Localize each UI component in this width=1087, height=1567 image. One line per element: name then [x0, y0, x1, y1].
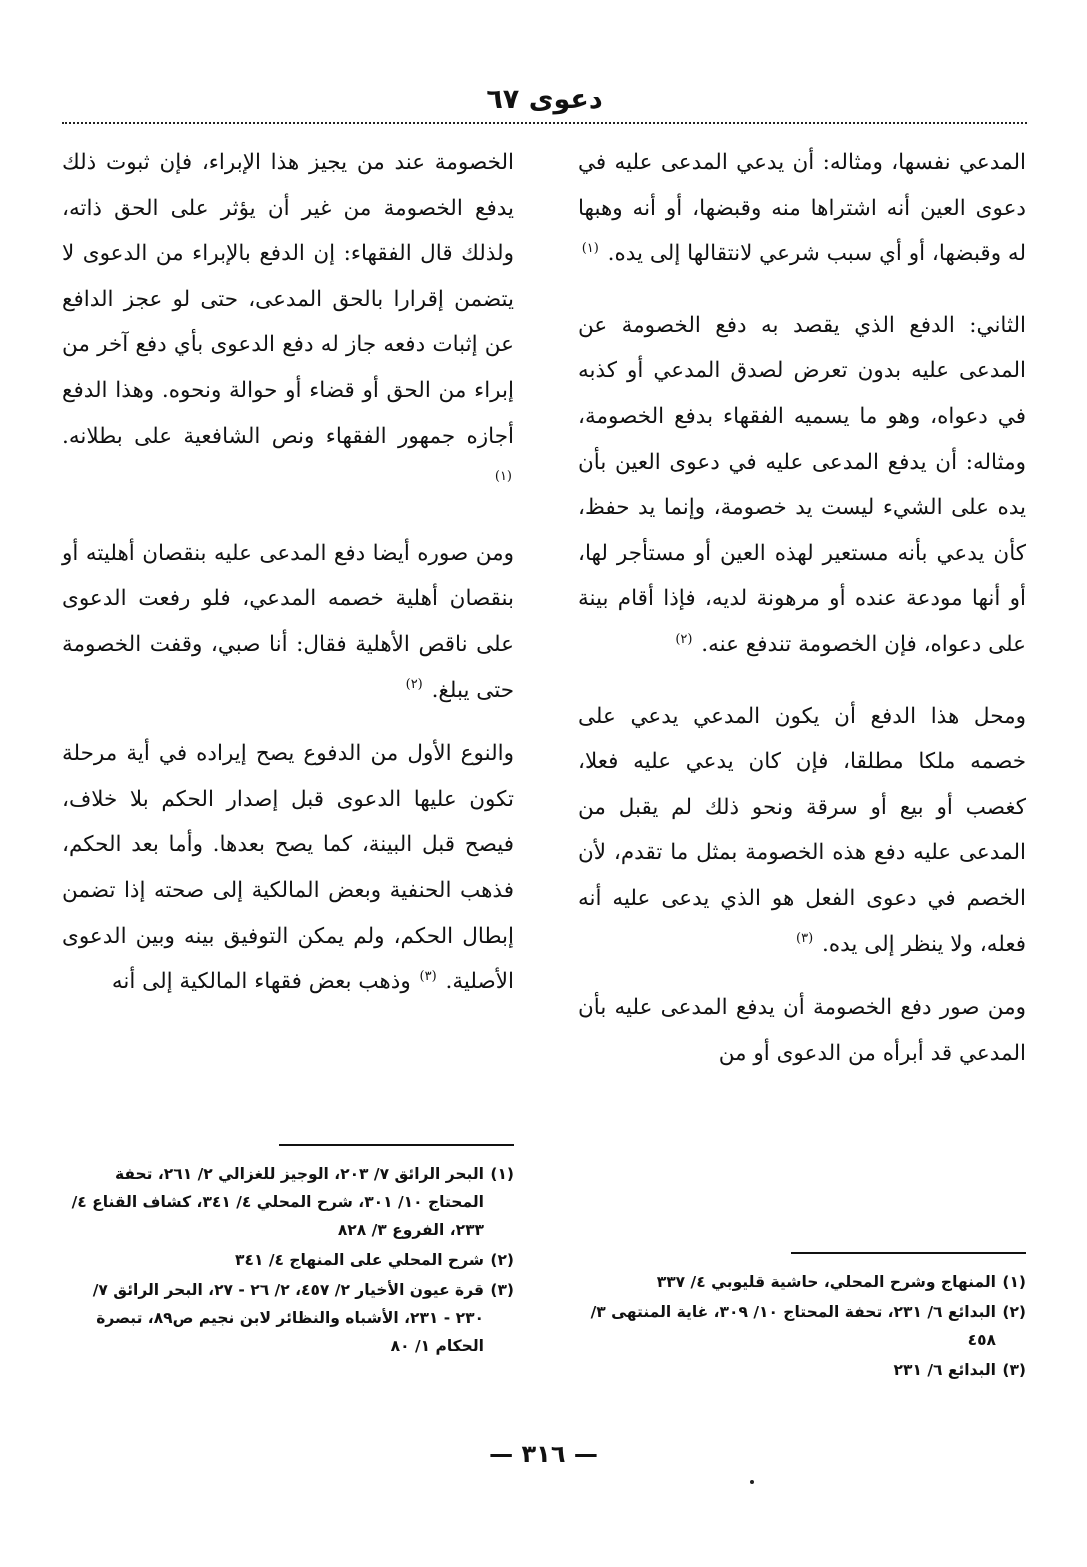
- footnote: (٢)شرح المحلي على المنهاج ٤/ ٣٤١: [235, 1251, 514, 1269]
- footnote: (٢)البدائع ٦/ ٢٣١، تحفة المحتاج ١٠/ ٣٠٩، غاية المنتهى ٣/ ٤٥٨: [590, 1303, 1026, 1349]
- header-dotted-rule: [62, 122, 1027, 124]
- paragraph: ومن صور دفع الخصومة أن يدفع المدعى عليه بأن المدعي قد أبرأه من الدعوى أو من: [578, 995, 1026, 1066]
- footnote-ref[interactable]: (٣): [796, 931, 814, 947]
- footnote: (١)المنهاج وشرح المحلي، حاشية قليوبي ٤/ ٣٣٧: [656, 1273, 1026, 1291]
- header-title: دعوى ٦٧: [486, 84, 603, 115]
- footnote-ref[interactable]: (٢): [405, 677, 423, 693]
- footnote-separator: [791, 1252, 1026, 1254]
- footnote: (٣)البدائع ٦/ ٢٣١: [893, 1361, 1026, 1379]
- paragraph: الثاني: الدفع الذي يقصد به دفع الخصومة عن المدعى عليه بدون تعرض لصدق المدعي أو كذبه في دعواه، وهو ما يسميه الفقهاء بدفع الخصومة، ومثاله: أن يدفع المدعى عليه في دعوى العين بأن يده على الشيء ليست يد خصومة، وإنما يد حفظ، كأن يدعي بأنه مستعير لهذه العين أو مستأجر لها، أو أنها مودعة عنده أو مرهونة لديه، فإذا أقام بينة على دعواه، فإن الخصومة تندفع عنه. $^{(٢)}$: [578, 312, 1026, 657]
- footnote: (٣)قرة عيون الأخيار ٢/ ٤٥٧، ٢/ ٢٦ - ٢٧، البحر الرائق ٧/ ٢٣٠ - ٢٣١، الأشباه والنظائر لابن نجيم ص٨٩، تبصرة الحكام ١/ ٨٠: [92, 1281, 514, 1355]
- left-column: [62, 140, 514, 1005]
- page-number: — ٣١٦ —: [489, 1440, 598, 1468]
- paragraph: الخصومة عند من يجيز هذا الإبراء، فإن ثبوت ذلك يدفع الخصومة من غير أن يؤثر على الحق ذاته، ولذلك قال الفقهاء: إن الدفع بالإبراء من الدعوى لا يتضمن إقرارا بالحق المدعى، حتى لو عجز الدافع عن إثبات دفعه جاز له دفع الدعوى بأي دفع آخر من إبراء من الحق أو قضاء أو حوالة ونحوه. وهذا الدفع أجازه جمهور الفقهاء ونص الشافعية على بطلانه. $^{(١)}$: [62, 150, 514, 484]
- footnote-ref[interactable]: (١): [494, 469, 512, 484]
- running-header: [62, 80, 1027, 120]
- footnote-ref[interactable]: (٢): [675, 631, 693, 647]
- paragraph: المدعي نفسها، ومثاله: أن يدعي المدعى عليه في دعوى العين أنه اشتراها منه وقبضها، أو أنه وهبها له وقبضها، أو أي سبب شرعي لانتقالها إلى يده. $^{(١)}$: [578, 150, 1026, 267]
- footnote: (١)البحر الرائق ٧/ ٢٠٣، الوجيز للغزالي ٢/ ٢٦١، تحفة المحتاج ١٠/ ٣٠١، شرح المحلي ٤/ ٣٤١، كشاف القناع ٤/ ٢٣٣، الفروع ٣/ ٨٢٨: [71, 1165, 514, 1239]
- paragraph: والنوع الأول من الدفوع يصح إيراده في أية مرحلة تكون عليها الدعوى قبل إصدار الحكم بلا خلاف، فيصح قبل البينة، كما يصح بعدها. وأما بعد الحكم، فذهب الحنفية وبعض المالكية إلى صحته إذا تضمن إبطال الحكم، ولم يمكن التوفيق بينه وبين الدعوى الأصلية. $^{(٣)}$ وذهب بعض فقهاء المالكية إلى أنه: [62, 741, 514, 995]
- paragraph: ومن صوره أيضا دفع المدعى عليه بنقصان أهليته أو بنقصان أهلية خصمه المدعي، فلو رفعت الدعوى على ناقص الأهلية فقال: أنا صبي، وقفت الخصومة حتى يبلغ. $^{(٢)}$: [62, 540, 514, 703]
- footnote-ref[interactable]: (٣): [419, 968, 437, 984]
- footnote-separator: [279, 1144, 514, 1146]
- footnotes-right: [578, 1252, 1026, 1386]
- footnotes-left: [62, 1144, 514, 1362]
- print-speck: [750, 1480, 754, 1484]
- footnote-ref[interactable]: (١): [581, 241, 599, 257]
- right-column: [578, 140, 1026, 1076]
- paragraph: ومحل هذا الدفع أن يكون المدعي يدعي على خصمه ملكا مطلقا، فإن كان يدعي عليه فعلا، كغصب أو بيع أو سرقة ونحو ذلك لم يقبل من المدعى عليه دفع هذه الخصومة بمثل ما تقدم، لأن الخصم في دعوى الفعل هو الذي يدعى عليه أنه فعله، ولا ينظر إلى يده. $^{(٣)}$: [578, 703, 1026, 957]
